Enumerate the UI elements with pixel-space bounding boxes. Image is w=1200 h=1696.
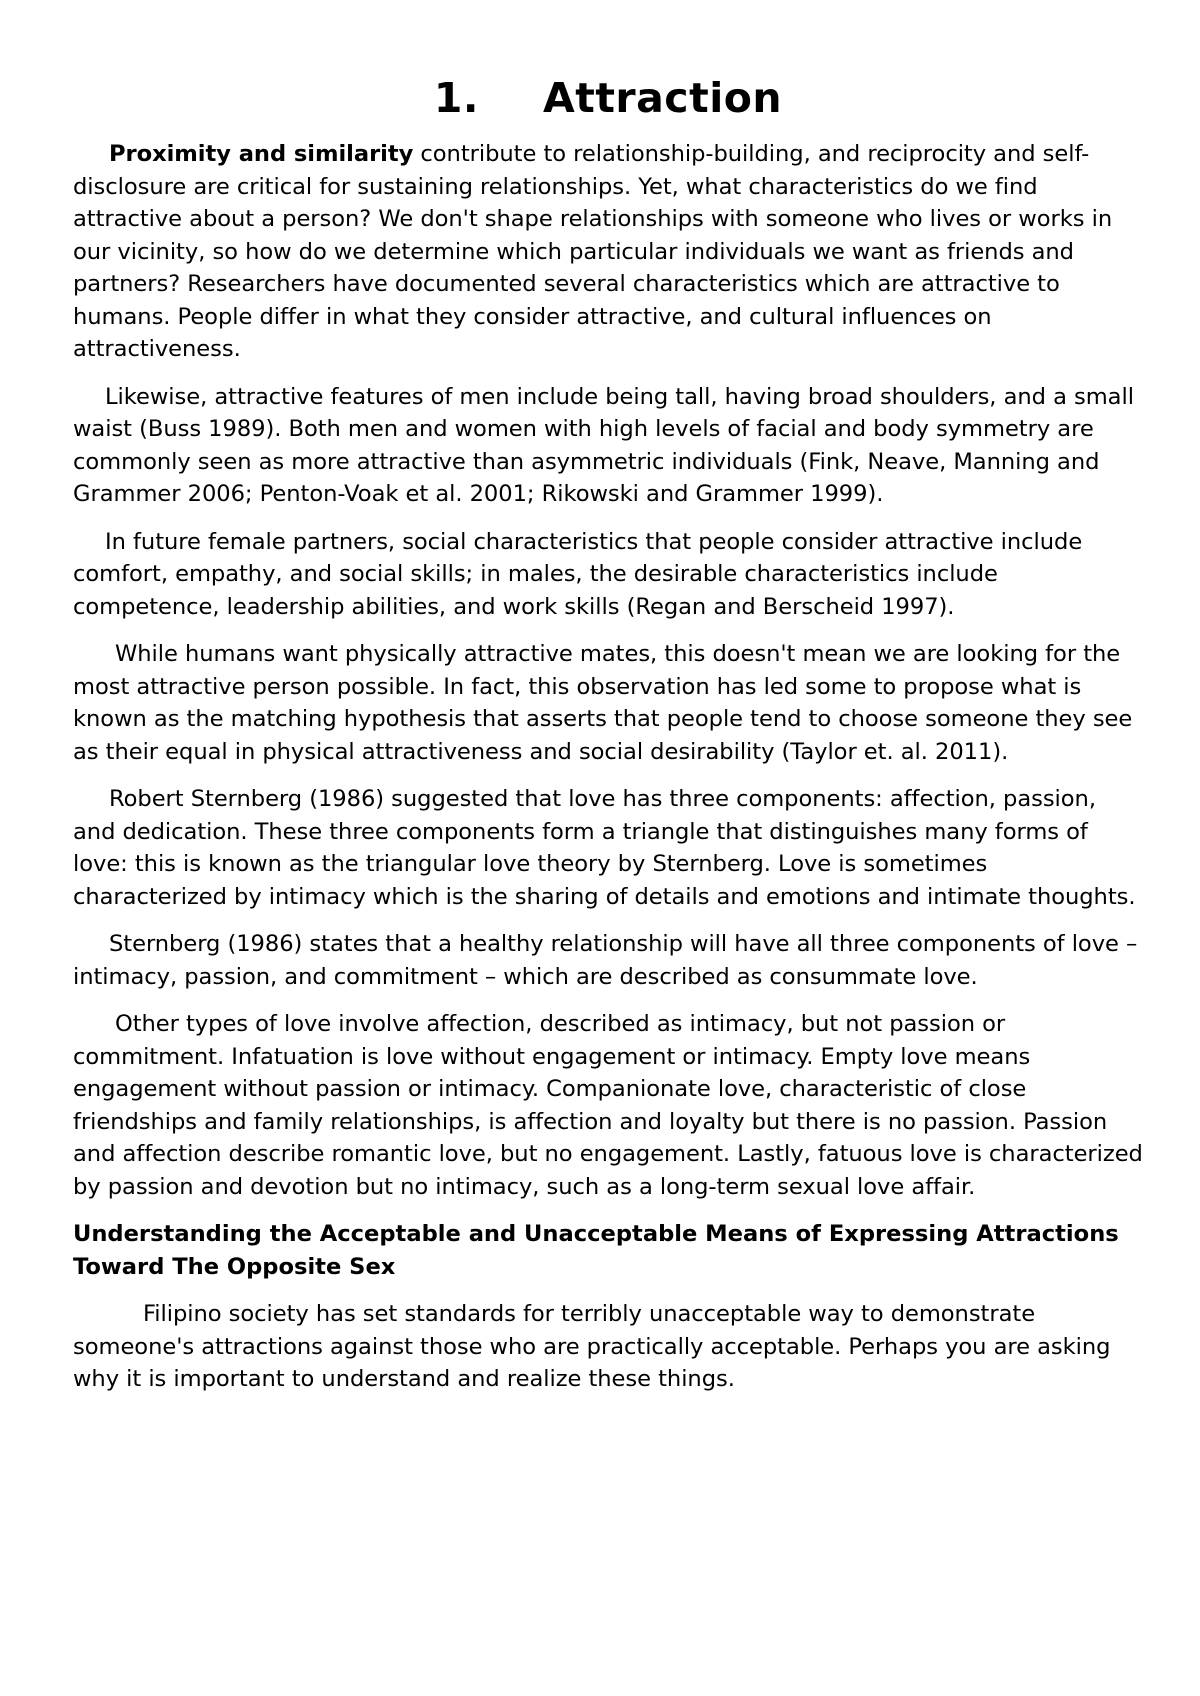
paragraph-6: Sternberg (1986) states that a healthy relationship will have all three components of love – intimacy, passion, and commitment – which are described as consummate love. [73, 931, 1138, 990]
paragraph-7: Other types of love involve affection, described as intimacy, but not passion or commitment. Infatuation is love without engagement or intimacy. Empty love means engagement without passion or intimacy. Companionate love, characteristic of close friendships and family relationships, is affection and loyalty but there is no passion. Passion and affection describe romantic love, but no engagement. Lastly, fatuous love is characterized by passion and devotion but no intimacy, such as a long-term sexual love affair. [73, 1011, 1143, 1200]
subheading: Understanding the Acceptable and Unacceptable Means of Expressing Attractions Toward The Opposite Sex [73, 1221, 1119, 1280]
paragraph-2: Likewise, attractive features of men include being tall, having broad shoulders, and a small waist (Buss 1989). Both men and women with high levels of facial and body symmetry are commonly seen as more attractive than asymmetric individuals (Fink, Neave, Manning and Grammer 2006; Penton-Voak et al. 2001; Rikowski and Grammer 1999). [73, 383, 1134, 507]
section-title: Attraction [542, 74, 783, 122]
document-page [73, 70, 1143, 1411]
paragraph-final: Filipino society has set standards for terribly unacceptable way to demonstrate someone's attractions against those who are practically acceptable. Perhaps you are asking why it is important to understand and realize these things. [73, 1301, 1111, 1392]
section-number: 1. [433, 74, 479, 122]
paragraph-3: In future female partners, social characteristics that people consider attractive include comfort, empathy, and social skills; in males, the desirable characteristics include competence, leadership abilities, and work skills (Regan and Berscheid 1997). [73, 528, 1083, 620]
paragraph-1 [73, 138, 1143, 366]
page-title [73, 70, 1143, 126]
paragraph-1-text: contribute to relationship-building, and reciprocity and self-disclosure are critical for sustaining relationships. Yet, what characteristics do we find attractive about a person? We don't shape relationships with someone who lives or works in our vicinity, so how do we determine which particular individuals we want as friends and partners? Researchers have documented several characteristics which are attractive to humans. People differ in what they consider attractive, and cultural influences on attractiveness. [73, 141, 1113, 362]
paragraph-5: Robert Sternberg (1986) suggested that love has three components: affection, passion, and dedication. These three components form a triangle that distinguishes many forms of love: this is known as the triangular love theory by Sternberg. Love is sometimes characterized by intimacy which is the sharing of details and emotions and intimate thoughts. [73, 786, 1136, 910]
paragraph-1-bold-lead: Proximity and similarity [109, 141, 414, 167]
paragraph-4: While humans want physically attractive mates, this doesn't mean we are looking for the most attractive person possible. In fact, this observation has led some to propose what is known as the matching hypothesis that asserts that people tend to choose someone they see as their equal in physical attractiveness and social desirability (Taylor et. al. 2011). [73, 641, 1133, 765]
